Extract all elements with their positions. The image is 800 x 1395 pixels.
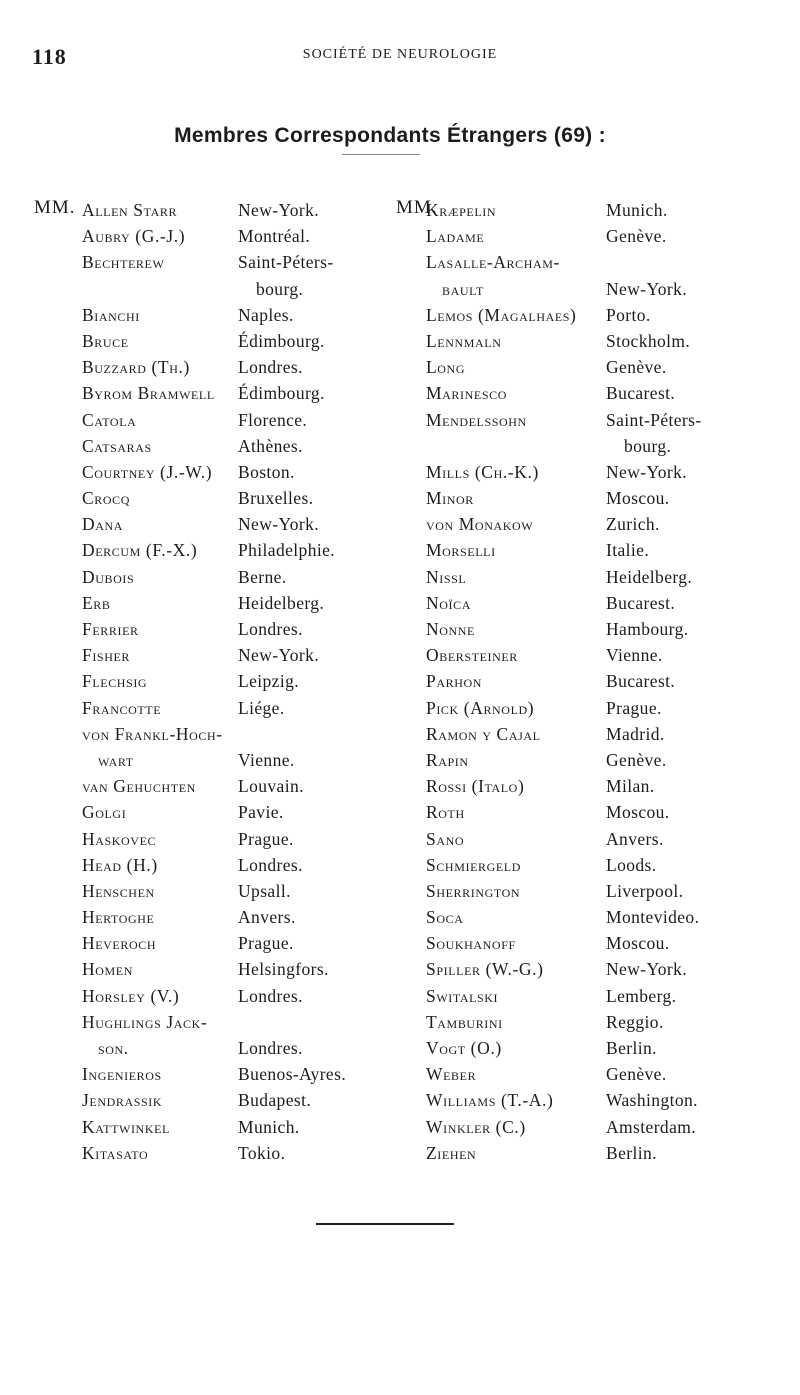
- member-name: Hertoghe: [82, 907, 155, 928]
- member-entry: [0, 197, 390, 223]
- member-city: Florence.: [238, 409, 308, 430]
- member-city: Loods.: [606, 854, 657, 875]
- member-entry: [0, 1009, 390, 1035]
- member-name: Rossi (Italo): [426, 776, 525, 797]
- member-name: Soca: [426, 907, 464, 928]
- member-city: Washington.: [606, 1090, 698, 1111]
- member-name: Head (H.): [82, 854, 158, 875]
- member-name: Lennmaln: [426, 330, 502, 351]
- member-name: Bianchi: [82, 304, 140, 325]
- member-entry: [390, 459, 800, 485]
- member-name: bault: [442, 278, 484, 299]
- member-city: Londres.: [238, 357, 303, 378]
- member-entry: [390, 354, 800, 380]
- member-entry: [0, 695, 390, 721]
- member-city: Moscou.: [606, 933, 670, 954]
- member-city: Moscou.: [606, 802, 670, 823]
- member-name: wart: [98, 749, 134, 770]
- member-name: Kattwinkel: [82, 1116, 170, 1137]
- member-city: Budapest.: [238, 1090, 312, 1111]
- member-name: Nissl: [426, 566, 467, 587]
- member-entry: [390, 328, 800, 354]
- member-city: Prague.: [238, 933, 294, 954]
- member-city: Athènes.: [238, 435, 303, 456]
- member-name: Winkler (C.): [426, 1116, 526, 1137]
- member-name: Obersteiner: [426, 645, 518, 666]
- member-entry: [390, 564, 800, 590]
- member-name: Francotte: [82, 697, 162, 718]
- member-city: Bucarest.: [606, 671, 676, 692]
- member-name: Schmiergeld: [426, 854, 521, 875]
- member-name: Erb: [82, 592, 111, 613]
- member-name: Golgi: [82, 802, 127, 823]
- member-entry: [390, 590, 800, 616]
- member-city: Prague.: [238, 828, 294, 849]
- member-city: Berlin.: [606, 1038, 657, 1058]
- member-entry: [0, 511, 390, 537]
- member-city: Munich.: [606, 200, 668, 220]
- member-entry: [390, 904, 800, 930]
- member-entry: [390, 773, 800, 799]
- member-entry: [390, 799, 800, 825]
- member-entry: [0, 773, 390, 799]
- member-city: New-York.: [238, 200, 320, 220]
- member-entry: [390, 747, 800, 773]
- member-city: Boston.: [238, 461, 295, 482]
- member-city: Liverpool.: [606, 880, 684, 901]
- end-rule: [316, 1223, 454, 1225]
- member-city: Upsall.: [238, 880, 291, 901]
- member-city: Bucarest.: [606, 383, 676, 404]
- member-city: Anvers.: [238, 907, 296, 928]
- member-city: Pavie.: [238, 802, 284, 823]
- member-city: Montevideo.: [606, 907, 700, 928]
- member-city: Édimbourg.: [238, 330, 325, 351]
- member-entry: [0, 276, 390, 302]
- member-name: Sano: [426, 828, 465, 849]
- member-city: bourg.: [624, 435, 672, 456]
- member-entry: [0, 459, 390, 485]
- member-entry: [0, 668, 390, 694]
- member-city: Louvain.: [238, 776, 304, 797]
- member-name: Ramon y Cajal: [426, 723, 541, 744]
- member-name: Homen: [82, 959, 133, 980]
- right-column: [390, 197, 800, 1166]
- member-entry: [390, 197, 800, 223]
- member-entry: [0, 1114, 390, 1140]
- member-city: Vienne.: [238, 749, 295, 770]
- member-name: Long: [426, 357, 466, 378]
- member-entry: [0, 616, 390, 642]
- member-entry: [390, 642, 800, 668]
- member-entry: [390, 1035, 800, 1061]
- member-name: Henschen: [82, 880, 155, 901]
- member-name: Bruce: [82, 330, 129, 351]
- member-city: Porto.: [606, 304, 651, 325]
- member-name: Lemos (Magalhaes): [426, 304, 577, 325]
- member-entry: [0, 407, 390, 433]
- member-name: Ferrier: [82, 619, 139, 639]
- member-entry: [390, 511, 800, 537]
- member-name: Sherrington: [426, 880, 521, 901]
- member-city: Zurich.: [606, 514, 660, 535]
- member-city: Reggio.: [606, 1011, 664, 1032]
- member-entry: [0, 852, 390, 878]
- page-number: 118: [32, 44, 67, 69]
- member-city: Berne.: [238, 566, 287, 587]
- member-name: Ingenieros: [82, 1064, 162, 1085]
- member-entry: [0, 302, 390, 328]
- member-entry: [0, 930, 390, 956]
- member-entry: [0, 433, 390, 459]
- section-title: Membres Correspondants Étrangers (69) :: [174, 124, 606, 147]
- member-city: Genève.: [606, 357, 667, 378]
- member-name: Flechsig: [82, 671, 148, 692]
- member-entry: [390, 433, 800, 459]
- member-name: Tamburini: [426, 1011, 503, 1032]
- member-entry: [0, 956, 390, 982]
- member-entry: [0, 983, 390, 1009]
- member-entry: [390, 668, 800, 694]
- member-city: Saint-Péters-: [238, 252, 334, 273]
- member-entry: [0, 249, 390, 275]
- member-entry: [390, 249, 800, 275]
- member-name: Weber: [426, 1064, 477, 1085]
- member-city: Milan.: [606, 776, 655, 797]
- member-city: New-York.: [606, 278, 688, 299]
- member-name: von Monakow: [426, 514, 534, 535]
- mm-prefix-left: MM.: [34, 197, 76, 218]
- member-entry: [390, 983, 800, 1009]
- member-entry: [390, 721, 800, 747]
- member-entry: [0, 354, 390, 380]
- member-city: Londres.: [238, 1038, 303, 1058]
- member-city: Buenos-Ayres.: [238, 1064, 347, 1085]
- member-city: Édimbourg.: [238, 383, 325, 404]
- member-city: Vienne.: [606, 645, 663, 666]
- member-city: Saint-Péters-: [606, 409, 702, 430]
- member-entry: [0, 328, 390, 354]
- member-city: Genève.: [606, 1064, 667, 1085]
- member-city: Genève.: [606, 226, 667, 247]
- member-city: Prague.: [606, 697, 662, 718]
- member-name: Hughlings Jack-: [82, 1011, 208, 1032]
- member-city: New-York.: [606, 461, 688, 482]
- member-name: Kræpelin: [426, 200, 497, 220]
- member-entry: [390, 930, 800, 956]
- member-name: Noïca: [426, 592, 471, 613]
- member-name: Roth: [426, 802, 465, 823]
- member-name: Byrom Bramwell: [82, 383, 215, 404]
- member-name: Spiller (W.-G.): [426, 959, 544, 980]
- member-entry: [390, 616, 800, 642]
- member-entry: [390, 852, 800, 878]
- member-name: Lasalle-Archam-: [426, 252, 560, 273]
- right-entries: [390, 197, 800, 1166]
- member-name: Haskovec: [82, 828, 157, 849]
- member-city: Stockholm.: [606, 330, 691, 351]
- member-entry: [390, 537, 800, 563]
- member-entry: [0, 721, 390, 747]
- member-name: Jendrassik: [82, 1090, 163, 1111]
- left-entries: [0, 197, 390, 1166]
- member-entry: [390, 1087, 800, 1113]
- member-name: Morselli: [426, 540, 496, 561]
- member-name: Fisher: [82, 645, 131, 666]
- member-city: Liége.: [238, 697, 285, 718]
- member-name: Williams (T.-A.): [426, 1090, 554, 1111]
- member-city: New-York.: [238, 645, 320, 666]
- member-entry: [390, 485, 800, 511]
- member-city: Montréal.: [238, 226, 311, 247]
- member-name: Catola: [82, 409, 137, 430]
- member-name: Parhon: [426, 671, 483, 692]
- member-city: Madrid.: [606, 723, 665, 744]
- member-entry: [0, 878, 390, 904]
- member-entry: [0, 826, 390, 852]
- member-city: Bucarest.: [606, 592, 676, 613]
- member-name: Switalski: [426, 985, 499, 1006]
- left-column: [0, 197, 390, 1166]
- member-name: Vogt (O.): [426, 1038, 502, 1058]
- member-city: Philadelphie.: [238, 540, 336, 561]
- member-entry: [390, 276, 800, 302]
- member-city: Hambourg.: [606, 619, 689, 639]
- member-name: Dercum (F.-X.): [82, 540, 198, 561]
- member-name: Pick (Arnold): [426, 697, 535, 718]
- member-name: Marinesco: [426, 383, 507, 404]
- member-city: New-York.: [238, 514, 320, 535]
- member-entry: [0, 485, 390, 511]
- member-entry: [0, 1087, 390, 1113]
- member-city: Moscou.: [606, 488, 670, 509]
- member-entry: [0, 1140, 390, 1166]
- member-name: Catsaras: [82, 435, 152, 456]
- member-city: Italie.: [606, 540, 650, 561]
- title-underline: [342, 154, 420, 155]
- member-name: Bechterew: [82, 252, 165, 273]
- member-entry: [390, 956, 800, 982]
- member-name: Crocq: [82, 488, 131, 509]
- member-entry: [390, 1061, 800, 1087]
- member-name: Kitasato: [82, 1142, 149, 1163]
- member-city: Londres.: [238, 854, 303, 875]
- member-name: Dubois: [82, 566, 135, 587]
- member-entry: [0, 380, 390, 406]
- member-city: Tokio.: [238, 1142, 286, 1163]
- member-entry: [0, 537, 390, 563]
- member-entry: [390, 1140, 800, 1166]
- member-name: Heveroch: [82, 933, 157, 954]
- member-name: Mendelssohn: [426, 409, 527, 430]
- member-city: Heidelberg.: [606, 566, 693, 587]
- member-name: Ziehen: [426, 1142, 477, 1163]
- member-name: Buzzard (Th.): [82, 357, 190, 378]
- member-name: Nonne: [426, 619, 475, 639]
- member-city: Heidelberg.: [238, 592, 325, 613]
- member-name: Ladame: [426, 226, 485, 247]
- member-entry: [390, 407, 800, 433]
- member-city: Amsterdam.: [606, 1116, 697, 1137]
- member-entry: [0, 590, 390, 616]
- member-entry: [0, 904, 390, 930]
- member-city: Bruxelles.: [238, 488, 314, 509]
- member-entry: [0, 1035, 390, 1061]
- member-entry: [390, 380, 800, 406]
- member-city: Lemberg.: [606, 985, 677, 1006]
- member-city: bourg.: [256, 278, 304, 299]
- member-name: son.: [98, 1038, 129, 1058]
- member-name: Mills (Ch.-K.): [426, 461, 539, 482]
- member-name: Allen Starr: [82, 200, 178, 220]
- member-name: van Gehuchten: [82, 776, 196, 797]
- member-city: Anvers.: [606, 828, 664, 849]
- member-name: Dana: [82, 514, 124, 535]
- member-entry: [390, 302, 800, 328]
- member-entry: [0, 799, 390, 825]
- member-entry: [0, 642, 390, 668]
- member-city: Helsingfors.: [238, 959, 329, 980]
- member-entry: [0, 1061, 390, 1087]
- member-name: Courtney (J.-W.): [82, 461, 213, 482]
- member-city: Leipzig.: [238, 671, 300, 692]
- member-city: Berlin.: [606, 1142, 657, 1163]
- member-entry: [0, 564, 390, 590]
- member-name: Horsley (V.): [82, 985, 180, 1006]
- member-name: von Frankl-Hoch-: [82, 723, 223, 744]
- member-name: Minor: [426, 488, 474, 509]
- member-name: Rapin: [426, 749, 469, 770]
- member-entry: [390, 878, 800, 904]
- member-entry: [390, 223, 800, 249]
- member-name: Aubry (G.-J.): [82, 226, 186, 247]
- member-city: New-York.: [606, 959, 688, 980]
- member-city: Londres.: [238, 985, 303, 1006]
- member-city: Genève.: [606, 749, 667, 770]
- member-entry: [0, 223, 390, 249]
- member-entry: [390, 1114, 800, 1140]
- member-city: Naples.: [238, 304, 294, 325]
- member-city: Munich.: [238, 1116, 300, 1137]
- member-entry: [390, 1009, 800, 1035]
- member-city: Londres.: [238, 619, 303, 639]
- member-entry: [390, 826, 800, 852]
- mm-prefix-right: MM.: [396, 197, 438, 218]
- member-entry: [0, 747, 390, 773]
- member-entry: [390, 695, 800, 721]
- member-name: Soukhanoff: [426, 933, 516, 954]
- running-head: SOCIÉTÉ DE NEUROLOGIE: [302, 47, 498, 62]
